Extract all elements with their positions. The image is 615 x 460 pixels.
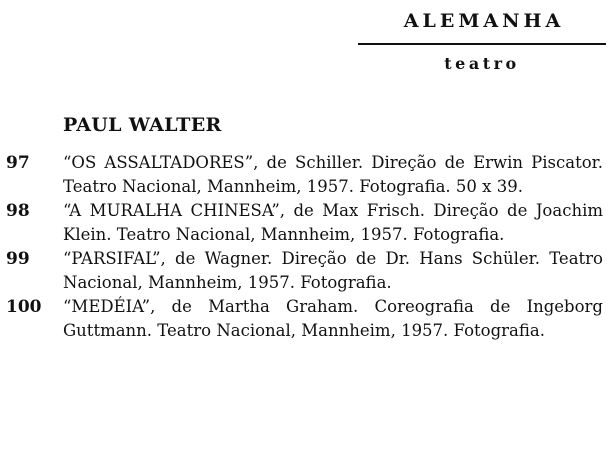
catalog-entry xyxy=(0,199,615,247)
catalog-entries xyxy=(0,151,615,343)
catalog-entry xyxy=(0,295,615,343)
category-heading: teatro xyxy=(444,54,520,73)
catalog-entry xyxy=(0,247,615,295)
entry-number: 100 xyxy=(6,297,42,317)
catalog-entry xyxy=(0,151,615,199)
section-header xyxy=(358,8,606,75)
entry-number: 98 xyxy=(6,201,30,221)
entry-description: “OS ASSALTADORES”, de Schiller. Direção de Erwin Piscator. Teatro Nacional, Mannheim, 1957. Fotografia. 50 x 39. xyxy=(63,153,603,196)
artist-name: PAUL WALTER xyxy=(63,114,222,136)
entry-number: 99 xyxy=(6,249,30,269)
entry-description: “A MURALHA CHINESA”, de Max Frisch. Direção de Joachim Klein. Teatro Nacional, Mannheim, 1957. Fotografia. xyxy=(63,201,603,244)
entry-description: “MEDÉIA”, de Martha Graham. Coreografia de Ingeborg Guttmann. Teatro Nacional, Mannheim, 1957. Fotografia. xyxy=(63,297,603,340)
entry-number: 97 xyxy=(6,153,30,173)
country-heading: ALEMANHA xyxy=(403,10,565,32)
header-divider xyxy=(358,43,606,45)
entry-description: “PARSIFAL”, de Wagner. Direção de Dr. Hans Schüler. Teatro Nacional, Mannheim, 1957. Fotografia. xyxy=(63,249,603,292)
